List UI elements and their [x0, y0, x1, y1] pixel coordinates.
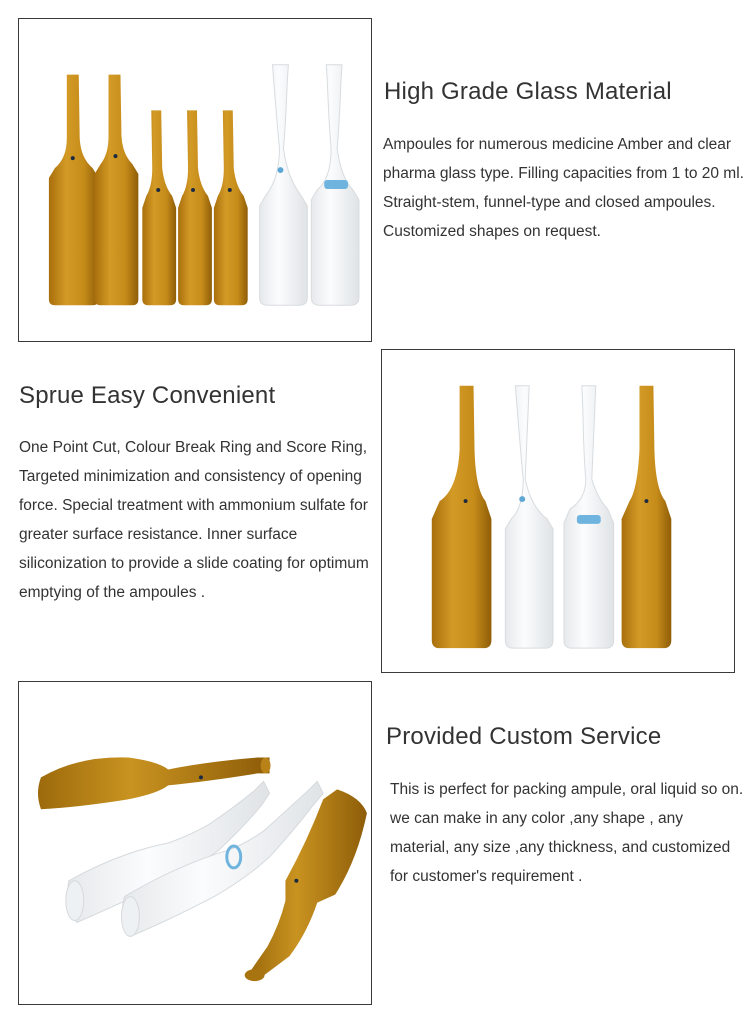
- amber-ampoule-lying: [38, 757, 271, 809]
- amber-ampoule-diagonal: [245, 789, 367, 981]
- score-dot: [191, 188, 195, 192]
- amber-ampoule: [178, 110, 212, 305]
- ampoule-photo-upright: [18, 18, 372, 342]
- section-title-sprue: Sprue Easy Convenient: [19, 382, 276, 409]
- blue-dot: [277, 167, 283, 173]
- clear-ampoule: [505, 386, 553, 648]
- score-dot: [156, 188, 160, 192]
- section-title-glass-material: High Grade Glass Material: [384, 78, 672, 105]
- ampoule-photo-row: [381, 349, 735, 673]
- ampoule-image-2: [382, 350, 734, 672]
- section-text-sprue: One Point Cut, Colour Break Ring and Score Ring, Targeted minimization and consistency of opening force. Special treatment with ammonium sulfate for greater surface resistance. Inner surface siliconization to provide a slide coating for optimum emptying of the ampoules .: [19, 439, 369, 601]
- section-title-custom-service: Provided Custom Service: [386, 723, 662, 750]
- blue-break-ring: [324, 180, 348, 189]
- amber-ampoule: [432, 386, 492, 648]
- ampoule-image-3: [19, 682, 371, 1004]
- score-dot: [114, 154, 118, 158]
- score-dot: [464, 499, 468, 503]
- section-text-custom-service: This is perfect for packing ampule, oral liquid so on. we can make in any color ,any shape , any material, any size ,any thickness, and customized for customer's requirement .: [390, 781, 744, 885]
- blue-dot: [519, 496, 525, 502]
- amber-ampoule: [49, 75, 99, 306]
- blue-break-ring: [577, 515, 601, 524]
- ampoule-photo-lying: [18, 681, 372, 1005]
- amber-ampoule: [95, 75, 139, 306]
- amber-ampoule: [214, 110, 248, 305]
- ampoule-image-1: [19, 19, 371, 341]
- score-dot: [71, 156, 75, 160]
- amber-ampoule: [622, 386, 672, 648]
- clear-ampoule: [260, 65, 308, 306]
- score-dot: [644, 499, 648, 503]
- amber-ampoule: [142, 110, 176, 305]
- score-dot: [228, 188, 232, 192]
- section-text-glass-material: Ampoules for numerous medicine Amber and clear pharma glass type. Filling capacities from 1 to 20 ml. Straight-stem, funnel-type and closed ampoules. Customized shapes on request.: [383, 136, 744, 240]
